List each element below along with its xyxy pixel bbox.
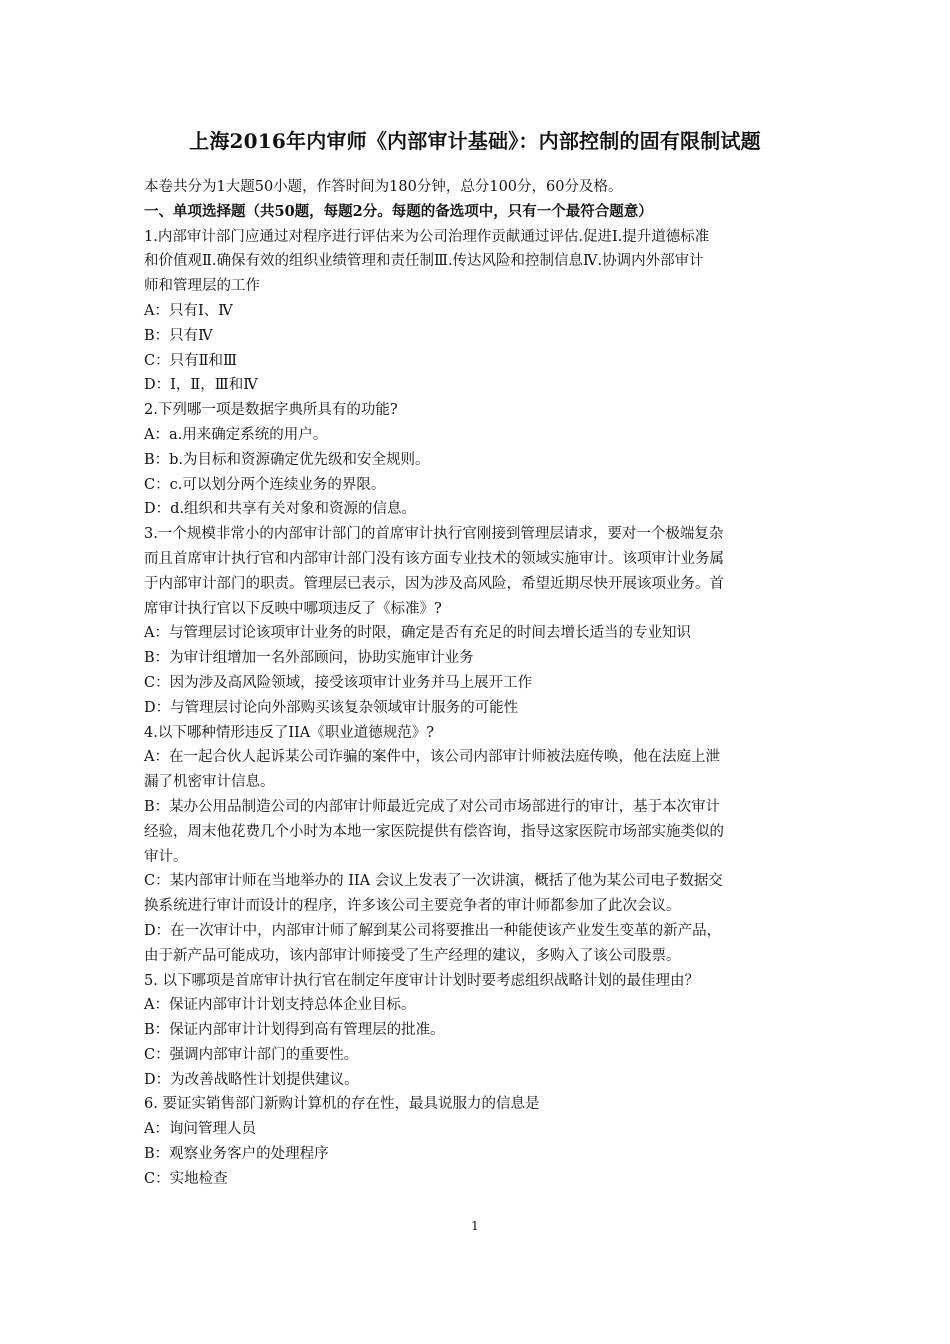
question-1-line: 1.内部审计部门应通过对程序进行评估来为公司治理作贡献通过评估.促进Ⅰ.提升道德标准	[144, 228, 710, 245]
intro-text: 本卷共分为1大题50小题，作答时间为180分钟，总分100分，60分及格。	[144, 179, 623, 195]
question-1-option-d: D：Ⅰ，Ⅱ，Ⅲ和Ⅳ	[144, 377, 258, 394]
question-5-option-a: A：保证内部审计计划支持总体企业目标。	[144, 997, 416, 1014]
question-2-option-c: C：c.可以划分两个连续业务的界限。	[144, 476, 386, 493]
question-1-line: 和价值观Ⅱ.确保有效的组织业绩管理和责任制Ⅲ.传达风险和控制信息Ⅳ.协调内外部审计	[144, 253, 704, 270]
document-body	[144, 175, 812, 1192]
question-3-line: 3.一个规模非常小的内部审计部门的首席审计执行官刚接到管理层请求，要对一个极端复杂	[144, 526, 724, 543]
question-4-option-a: A：在一起合伙人起诉某公司诈骗的案件中，该公司内部审计师被法庭传唤，他在法庭上泄	[144, 749, 720, 766]
question-4-option-b: B：某办公用品制造公司的内部审计师最近完成了对公司市场部进行的审计，基于本次审计	[144, 798, 721, 815]
question-3-option-a: A：与管理层讨论该项审计业务的时限，确定是否有充足的时间去增长适当的专业知识	[144, 625, 691, 642]
question-6-option-b: B：观察业务客户的处理程序	[144, 1146, 329, 1163]
question-6-option-c: C：实地检查	[144, 1170, 228, 1187]
question-2: 2.下列哪一项是数据字典所具有的功能?	[144, 402, 398, 419]
section-header: 一、单项选择题（共50题，每题2分。每题的备选项中，只有一个最符合题意）	[144, 202, 653, 220]
question-5-option-c: C：强调内部审计部门的重要性。	[144, 1046, 359, 1063]
question-4-option-d: 由于新产品可能成功，该内部审计师接受了生产经理的建议，多购入了该公司股票。	[144, 947, 681, 964]
question-5-option-b: B：保证内部审计计划得到高有管理层的批准。	[144, 1022, 445, 1039]
question-4-option-d: D：在一次审计中，内部审计师了解到某公司将要推出一种能使该产业发生变革的新产品，	[144, 922, 722, 939]
question-3-option-b: B：为审计组增加一名外部顾问，协助实施审计业务	[144, 650, 474, 667]
question-1-option-b: B：只有Ⅳ	[144, 327, 213, 344]
question-2-option-d: D：d.组织和共享有关对象和资源的信息。	[144, 501, 417, 518]
question-6: 6. 要证实销售部门新购计算机的存在性，最具说服力的信息是	[144, 1096, 540, 1113]
question-3-option-d: D：与管理层讨论向外部购买该复杂领域审计服务的可能性	[144, 699, 519, 716]
question-1-option-a: A：只有Ⅰ、Ⅳ	[144, 302, 233, 319]
question-3-line: 席审计执行官以下反映中哪项违反了《标准》?	[144, 600, 442, 617]
question-6-option-a: A：询问管理人员	[144, 1121, 256, 1138]
document-title: 上海2016年内审师《内部审计基础》：内部控制的固有限制试题	[189, 129, 761, 153]
question-3-line: 于内部审计部门的职责。管理层已表示，因为涉及高风险，希望近期尽快开展该项业务。首	[144, 575, 724, 592]
question-4-option-b: 经验，周末他花费几个小时为本地一家医院提供有偿咨询，指导这家医院市场部实施类似的	[144, 823, 724, 840]
question-4-option-c: C：某内部审计师在当地举办的 IIA 会议上发表了一次讲演，概括了他为某公司电子数据交	[144, 873, 723, 890]
question-2-option-a: A：a.用来确定系统的用户。	[144, 426, 328, 443]
question-5-option-d: D：为改善战略性计划提供建议。	[144, 1071, 359, 1088]
question-4-option-c: 换系统进行审计而设计的程序，许多该公司主要竞争者的审计师都参加了此次会议。	[144, 898, 681, 915]
question-5: 5. 以下哪项是首席审计执行官在制定年度审计计划时要考虑组织战略计划的最佳理由？	[144, 972, 699, 989]
question-4-option-b: 审计。	[144, 848, 188, 865]
question-3-line: 而且首席审计执行官和内部审计部门没有该方面专业技术的领域实施审计。该项审计业务属	[144, 550, 724, 567]
question-1-option-c: C：只有Ⅱ和Ⅲ	[144, 352, 237, 369]
question-4-option-a: 漏了机密审计信息。	[144, 774, 275, 791]
question-1-line: 师和管理层的工作	[144, 278, 260, 295]
question-3-option-c: C：因为涉及高风险领域，接受该项审计业务并马上展开工作	[144, 674, 533, 691]
page-number: 1	[471, 1219, 479, 1233]
question-2-option-b: B：b.为目标和资源确定优先级和安全规则。	[144, 451, 430, 468]
question-4: 4.以下哪种情形违反了IIA《职业道德规范》?	[144, 724, 435, 741]
